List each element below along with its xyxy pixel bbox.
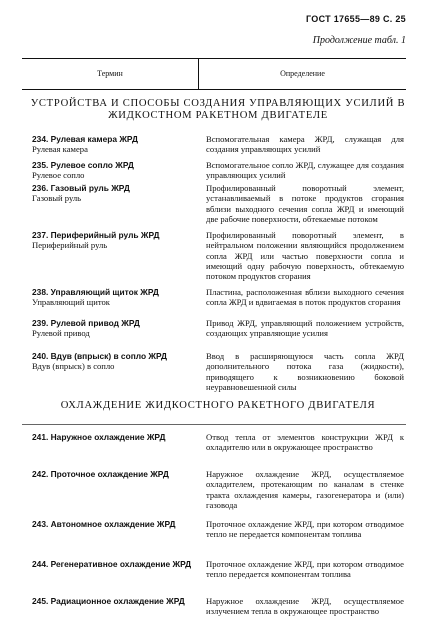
section-title-cooling: ОХЛАЖДЕНИЕ ЖИДКОСТНОГО РАКЕТНОГО ДВИГАТЕЛЯ [60, 400, 376, 411]
term-synonym: Газовый руль [32, 193, 82, 204]
term-name: 243. Автономное охлаждение ЖРД [32, 519, 176, 529]
term-synonym: Вдув (впрыск) в сопло [32, 361, 115, 372]
term-entry [32, 596, 202, 606]
term-definition: Наружное охлаждение ЖРД, осуществляемое охладителем, протекающим по каналам в стенке тракта охлаждения камеры, газогенератора и (или) газовода [206, 469, 404, 510]
term-entry [32, 134, 202, 154]
term-entry [32, 469, 202, 479]
column-header-definition: Определение [280, 69, 325, 79]
term-definition: Привод ЖРД, управляющий положением устройств, создающих управляющие усилия [206, 318, 404, 339]
term-entry [32, 351, 202, 371]
term-definition: Наружное охлаждение ЖРД, осуществляемое излучением тепла в окружающее пространство [206, 596, 404, 617]
term-definition: Профилированный поворотный элемент, в нейтральном положении являющийся продолжением сопла ЖРД или частью поверхности сопла и имеющий одну рабочую поверхность, обтекаемую потоком продуктов сгорания [206, 230, 404, 282]
table-header [22, 58, 406, 90]
term-name: 235. Рулевое сопло ЖРД [32, 160, 134, 170]
column-header-term: Термин [22, 59, 199, 89]
term-definition: Вспомогательная камера ЖРД, служащая для создания управляющих усилий [206, 134, 404, 155]
term-entry [32, 230, 202, 250]
term-name: 240. Вдув (впрыск) в сопло ЖРД [32, 351, 168, 361]
section-divider [22, 424, 406, 425]
term-name: 239. Рулевой привод ЖРД [32, 318, 140, 328]
page-header [306, 14, 406, 47]
term-name: 244. Регенеративное охлаждение ЖРД [32, 559, 192, 569]
term-name: 234. Рулевая камера ЖРД [32, 134, 138, 144]
term-definition: Ввод в расширяющуюся часть сопла ЖРД дополнительного потока газа (жидкости), приводящего к возникновению боковой неуравновешенной силы [206, 351, 404, 392]
term-synonym: Управляющий щиток [32, 297, 110, 308]
term-definition: Проточное охлаждение ЖРД, при котором отводимое тепло не передается компонентам топлива [206, 519, 404, 540]
term-name: 236. Газовый руль ЖРД [32, 183, 130, 193]
term-name: 241. Наружное охлаждение ЖРД [32, 432, 166, 442]
term-synonym: Рулевое сопло [32, 170, 85, 181]
standard-number: ГОСТ 17655—89 С. 25 [305, 14, 406, 24]
term-entry [32, 559, 202, 569]
term-entry [32, 160, 202, 180]
term-name: 238. Управляющий щиток ЖРД [32, 287, 159, 297]
term-synonym: Рулевой привод [32, 328, 90, 339]
term-name: 245. Радиационное охлаждение ЖРД [32, 596, 185, 606]
term-definition: Проточное охлаждение ЖРД, при котором отводимое тепло передается компонентам топлива [206, 559, 404, 580]
term-synonym: Рулевая камера [32, 144, 88, 155]
term-name: 242. Проточное охлаждение ЖРД [32, 469, 169, 479]
term-entry [32, 183, 202, 203]
term-entry [32, 318, 202, 338]
term-entry [32, 287, 202, 307]
term-entry [32, 519, 202, 529]
term-definition: Вспомогательное сопло ЖРД, служащее для создания управляющих усилий [206, 160, 404, 181]
term-definition: Профилированный поворотный элемент, устанавливаемый в потоке продуктов сгорания вблизи выходного сечения сопла ЖРД и имеющий две рабочие поверхности, обтекаемые потоком [206, 183, 404, 224]
term-definition: Пластина, расположенная вблизи выходного сечения сопла ЖРД и вдвигаемая в поток продуктов сгорания [206, 287, 404, 308]
term-name: 237. Периферийный руль ЖРД [32, 230, 160, 240]
term-definition: Отвод тепла от элементов конструкции ЖРД к охладителю или в окружающее пространство [206, 432, 404, 453]
term-synonym: Периферийный руль [32, 240, 108, 251]
section-title-control: УСТРОЙСТВА И СПОСОБЫ СОЗДАНИЯ УПРАВЛЯЮЩИХ УСИЛИЙ В ЖИДКОСТНОМ РАКЕТНОМ ДВИГАТЕЛЕ [30, 98, 406, 122]
continuation-label: Продолжение табл. 1 [312, 34, 406, 46]
term-entry [32, 432, 202, 442]
